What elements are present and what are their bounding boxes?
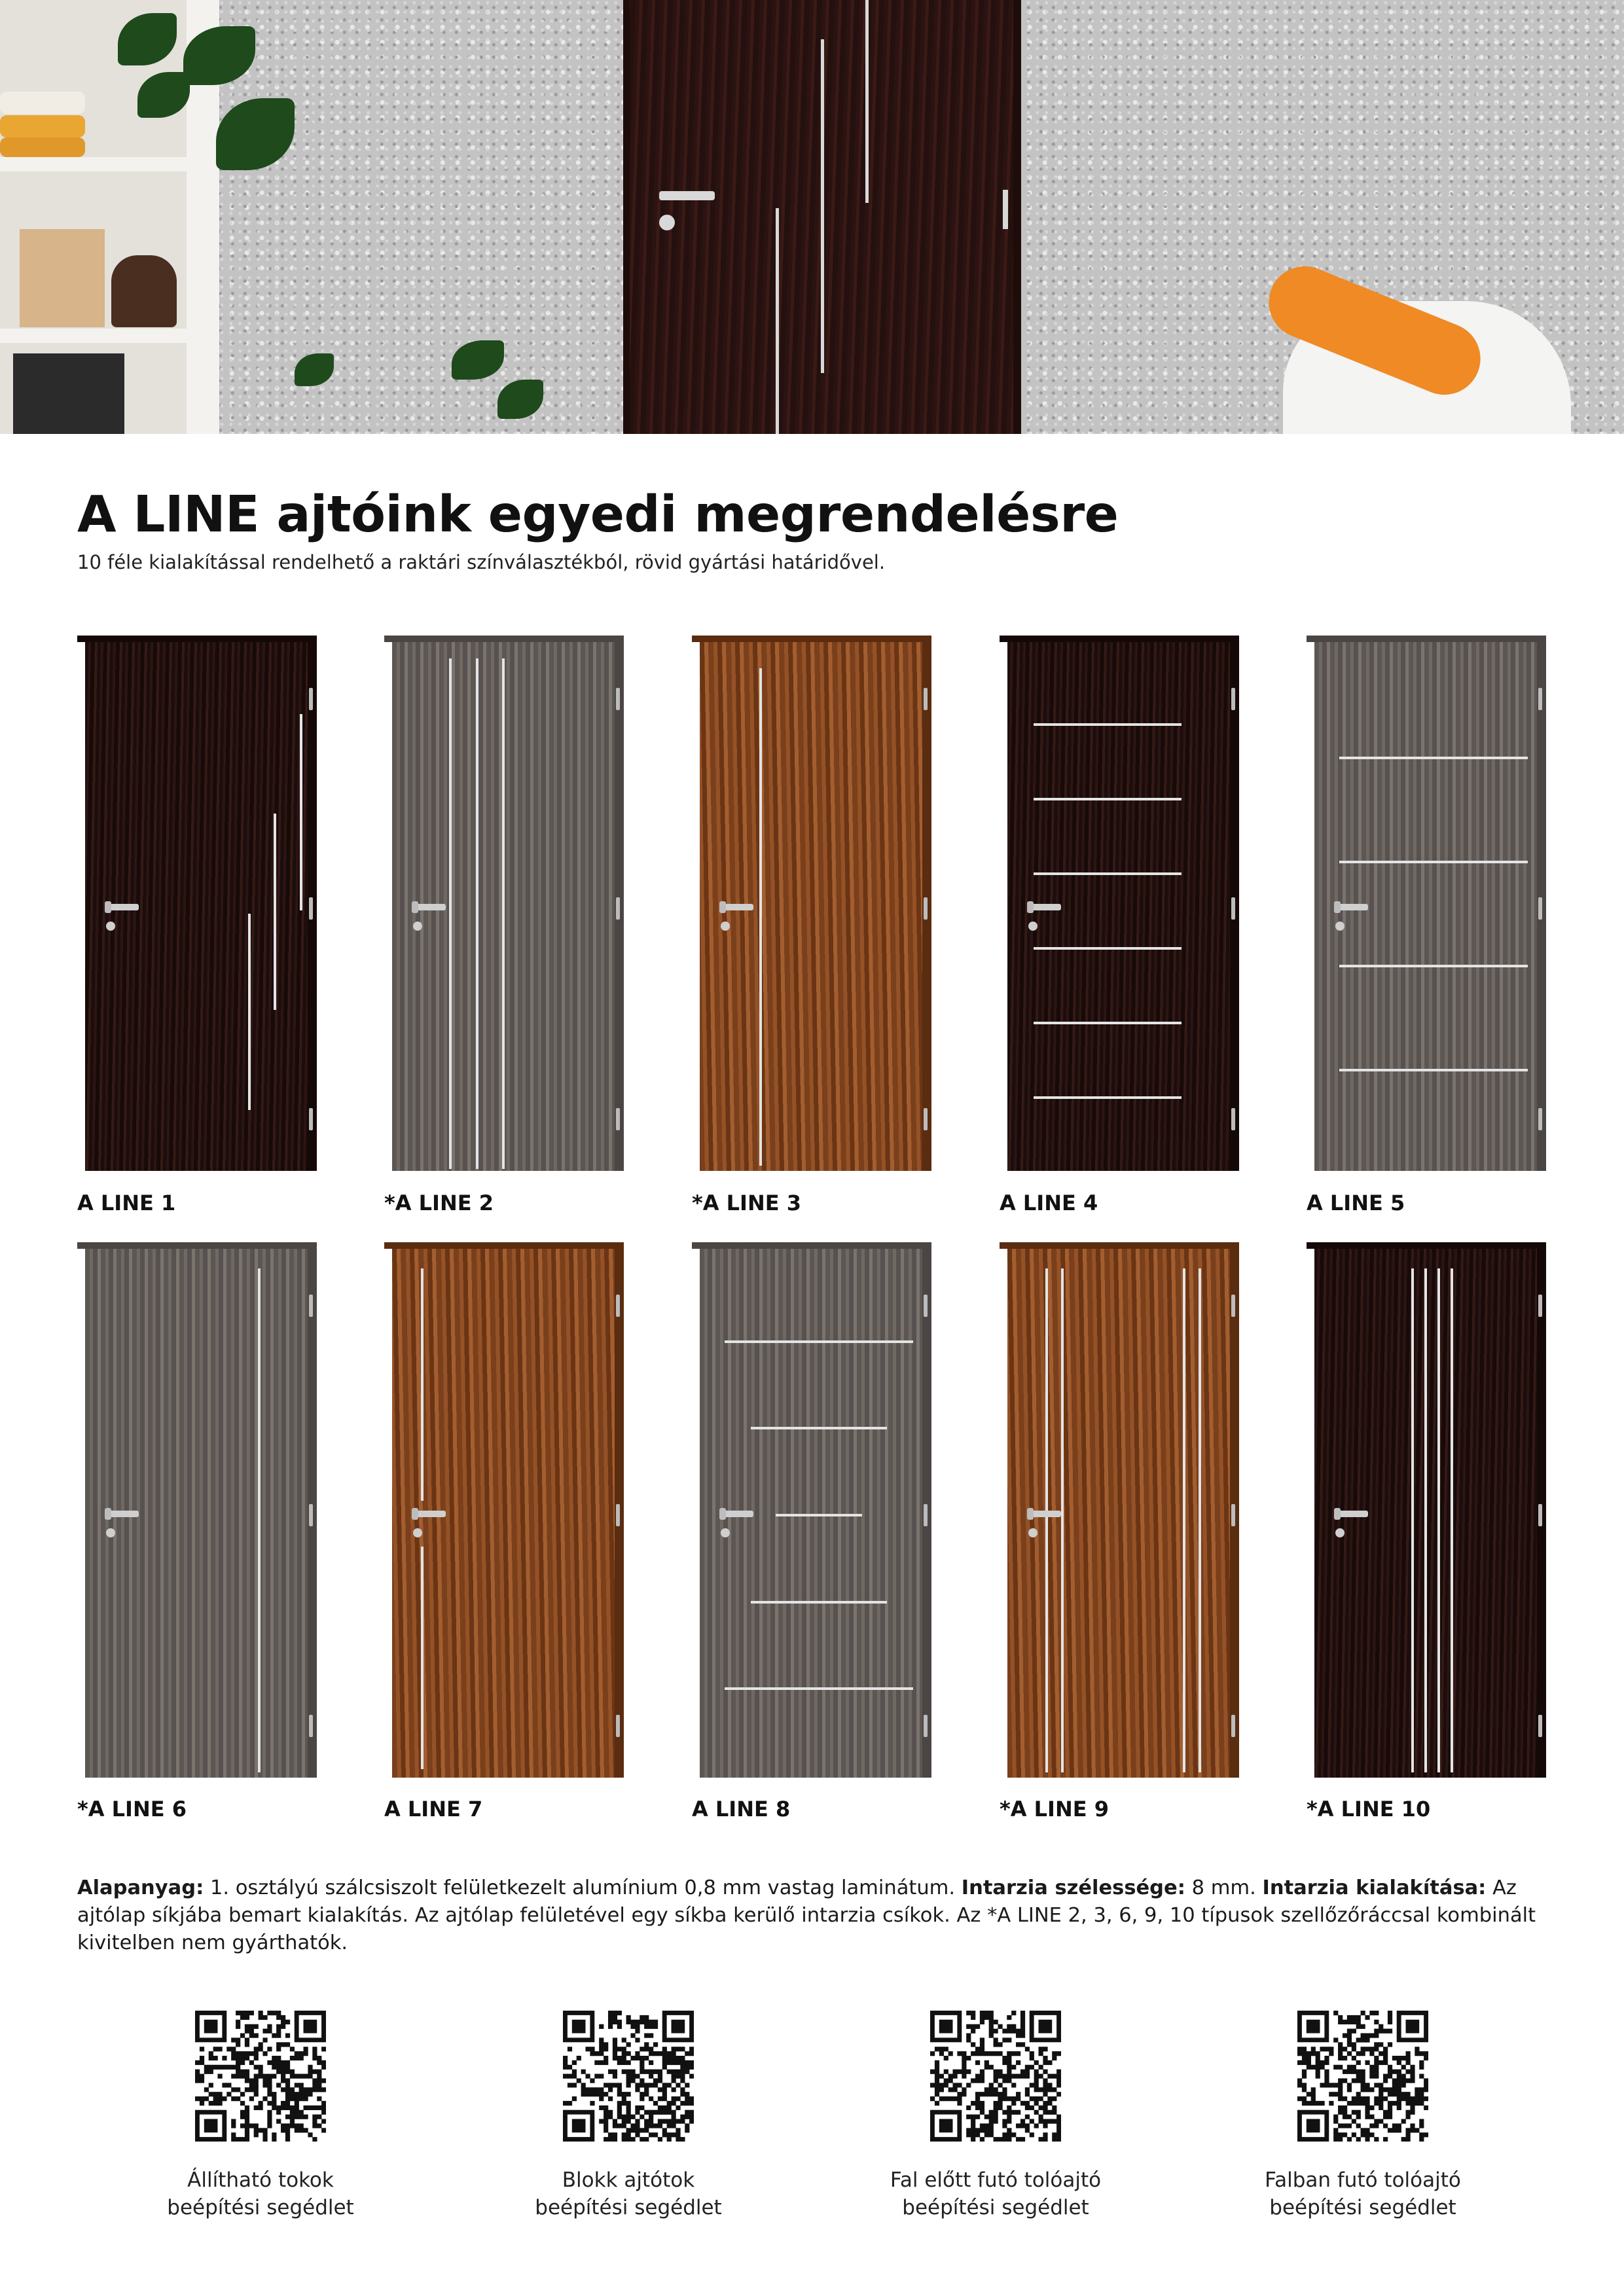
wooden-bowls	[111, 255, 177, 327]
inlay-strip	[248, 914, 251, 1110]
door-a-line-10	[1307, 1242, 1546, 1778]
door-leaf	[85, 1249, 308, 1778]
inlay-strip	[759, 668, 762, 1166]
door-a-line-8	[692, 1242, 931, 1778]
design-label: Intarzia kialakítása:	[1262, 1876, 1487, 1899]
door-a-line-9	[1000, 1242, 1239, 1778]
inlay-strip	[1339, 1069, 1528, 1071]
door-hinge	[924, 897, 928, 920]
page-subtitle: 10 féle kialakítással rendelhető a raktári színválasztékból, rövid gyártási határidővel.	[77, 551, 886, 573]
door-label: A LINE 4	[1000, 1191, 1098, 1215]
door-hinge	[309, 1295, 313, 1317]
door-lock	[721, 1528, 730, 1537]
door-hinge	[309, 688, 313, 710]
door-a-line-1	[77, 636, 317, 1171]
door-hinge	[1003, 190, 1008, 229]
inlay-strip	[1437, 1268, 1440, 1772]
door-hinge	[309, 1108, 313, 1130]
qr-caption-line: beépítési segédlet	[167, 2196, 354, 2219]
door-hinge	[1538, 1715, 1542, 1737]
door-hinge	[1538, 1108, 1542, 1130]
inlay-strip	[1034, 947, 1182, 950]
inlay-strip	[1339, 861, 1528, 863]
door-hinge	[1538, 1295, 1542, 1317]
inlay-strip	[776, 208, 779, 434]
door-hinge	[1231, 1108, 1235, 1130]
plant-leaf	[295, 353, 334, 386]
inlay-strip	[821, 39, 824, 373]
door-label: A LINE 8	[692, 1797, 791, 1821]
inlay-strip	[421, 1547, 424, 1769]
qr-caption-line: Állítható tokok	[187, 2168, 334, 2192]
door-leaf	[700, 642, 922, 1171]
inlay-strip	[300, 714, 302, 910]
door-hinge	[309, 897, 313, 920]
door-label: A LINE 7	[384, 1797, 483, 1821]
door-jamb	[384, 636, 624, 642]
door-leaf	[1314, 642, 1537, 1171]
door-a-line-5	[1307, 636, 1546, 1171]
plant-leaf	[216, 98, 295, 170]
material-label: Alapanyag:	[77, 1876, 204, 1899]
door-leaf	[392, 642, 615, 1171]
door-jamb	[692, 636, 931, 642]
door-a-line-3	[692, 636, 931, 1171]
door-lock	[1028, 1528, 1038, 1537]
door-handle	[1334, 1511, 1368, 1517]
door-hinge	[924, 1108, 928, 1130]
door-jamb	[692, 1242, 931, 1249]
page-title: A LINE ajtóink egyedi megrendelésre	[77, 486, 1119, 544]
door-handle	[719, 1511, 753, 1517]
door-hinge	[1231, 1295, 1235, 1317]
qr-pattern	[563, 2011, 694, 2142]
door-a-line-2	[384, 636, 624, 1171]
qr-caption-line: Fal előtt futó tolóajtó	[890, 2168, 1102, 2192]
door-hinge	[616, 1504, 620, 1526]
door-label: *A LINE 9	[1000, 1797, 1109, 1821]
qr-caption-line: Blokk ajtótok	[562, 2168, 695, 2192]
door-handle	[1027, 1511, 1061, 1517]
door-hinge	[616, 688, 620, 710]
wooden-box	[20, 229, 105, 327]
door-leaf	[1007, 1249, 1230, 1778]
inlay-strip	[1339, 757, 1528, 759]
door-jamb	[1307, 1242, 1546, 1249]
inlay-strip	[751, 1601, 887, 1604]
inlay-strip	[1061, 1268, 1064, 1772]
door-handle	[412, 904, 446, 910]
door-hinge	[616, 1108, 620, 1130]
door-hinge	[924, 1504, 928, 1526]
door-label: *A LINE 6	[77, 1797, 187, 1821]
door-lock	[721, 922, 730, 931]
door-handle	[1027, 904, 1061, 910]
inlay-strip	[1411, 1268, 1414, 1772]
width-label: Intarzia szélessége:	[961, 1876, 1185, 1899]
inlay-strip	[274, 814, 276, 1010]
towel	[0, 92, 85, 114]
inlay-strip	[776, 1514, 862, 1516]
qr-pattern	[1297, 2011, 1428, 2142]
door-jamb	[1307, 636, 1546, 642]
qr-caption-1	[123, 2166, 398, 2221]
qr-code-2[interactable]	[563, 2011, 694, 2142]
door-lock	[1335, 922, 1344, 931]
qr-code-1[interactable]	[195, 2011, 326, 2142]
inlay-strip	[751, 1427, 887, 1429]
qr-caption-4	[1225, 2166, 1500, 2221]
door-lock	[106, 922, 115, 931]
inlay-strip	[1034, 1022, 1182, 1024]
inlay-strip	[1183, 1268, 1185, 1772]
qr-code-4[interactable]	[1297, 2011, 1428, 2142]
door-leaf	[1007, 642, 1230, 1171]
qr-caption-line: beépítési segédlet	[902, 2196, 1089, 2219]
inlay-strip	[1199, 1268, 1201, 1772]
towel	[0, 115, 85, 137]
door-hinge	[924, 688, 928, 710]
door-lock	[413, 1528, 422, 1537]
door-jamb	[77, 1242, 317, 1249]
material-text: 1. osztályú szálcsiszolt felületkezelt alumínium 0,8 mm vastag laminátum.	[204, 1876, 962, 1899]
door-handle	[412, 1511, 446, 1517]
door-hinge	[924, 1295, 928, 1317]
door-hinge	[616, 1295, 620, 1317]
door-hinge	[1231, 688, 1235, 710]
door-a-line-7	[384, 1242, 624, 1778]
door-lock	[106, 1528, 115, 1537]
door-hinge	[616, 897, 620, 920]
door-a-line-4	[1000, 636, 1239, 1171]
inlay-strip	[1034, 798, 1182, 800]
door-leaf	[85, 642, 308, 1171]
qr-caption-line: beépítési segédlet	[535, 2196, 722, 2219]
door-label: A LINE 1	[77, 1191, 176, 1215]
inlay-strip	[865, 0, 869, 203]
storage-box	[13, 353, 124, 434]
inlay-strip	[1339, 965, 1528, 967]
door-hinge	[1231, 1715, 1235, 1737]
door-jamb	[1000, 1242, 1239, 1249]
hero-photo	[0, 0, 1624, 434]
door-leaf	[1314, 1249, 1537, 1778]
door-hinge	[616, 1715, 620, 1737]
inlay-strip	[1451, 1268, 1453, 1772]
door-handle	[105, 1511, 139, 1517]
qr-pattern	[195, 2011, 326, 2142]
inlay-strip	[258, 1268, 261, 1772]
door-lock	[413, 922, 422, 931]
door-leaf	[392, 1249, 615, 1778]
inlay-strip	[1034, 872, 1182, 875]
inlay-strip	[421, 1268, 424, 1501]
door-handle	[1334, 904, 1368, 910]
door-hinge	[1538, 1504, 1542, 1526]
inlay-strip	[1045, 1268, 1048, 1772]
door-label: A LINE 5	[1307, 1191, 1405, 1215]
door-hinge	[924, 1715, 928, 1737]
qr-caption-line: Falban futó tolóajtó	[1265, 2168, 1461, 2192]
inlay-strip	[725, 1340, 913, 1343]
hero-door	[623, 0, 1021, 434]
product-description	[77, 1874, 1549, 1957]
door-lock	[1028, 922, 1038, 931]
qr-code-3[interactable]	[930, 2011, 1061, 2142]
door-label: *A LINE 2	[384, 1191, 494, 1215]
door-hinge	[309, 1715, 313, 1737]
door-handle	[719, 904, 753, 910]
width-text: 8 mm.	[1185, 1876, 1263, 1899]
inlay-strip	[502, 658, 505, 1169]
inlay-strip	[449, 658, 452, 1169]
door-hinge	[1231, 1504, 1235, 1526]
door-lock	[1335, 1528, 1344, 1537]
inlay-strip	[725, 1687, 913, 1690]
door-hinge	[1231, 897, 1235, 920]
door-lock	[659, 215, 675, 230]
door-label: *A LINE 10	[1307, 1797, 1431, 1821]
door-label: *A LINE 3	[692, 1191, 801, 1215]
qr-caption-2	[491, 2166, 766, 2221]
plant-leaf	[452, 340, 504, 380]
door-handle	[105, 904, 139, 910]
door-jamb	[77, 636, 317, 642]
design-text: Az ajtólap síkjába bemart kialakítás. Az ajtólap felületével egy síkba kerülő intarzia csíkok. Az *A LINE 2, 3, 6, 9, 10 típusok szellőzőráccsal kombinált kivitelben nem gyárthatók.	[77, 1876, 1536, 1954]
towel	[0, 137, 85, 157]
qr-pattern	[930, 2011, 1061, 2142]
door-a-line-6	[77, 1242, 317, 1778]
door-jamb	[384, 1242, 624, 1249]
door-hinge	[1538, 897, 1542, 920]
door-hinge	[1538, 688, 1542, 710]
inlay-strip	[1034, 1096, 1182, 1099]
door-jamb	[1000, 636, 1239, 642]
plant-leaf	[497, 380, 543, 419]
door-hinge	[309, 1504, 313, 1526]
inlay-strip	[1424, 1268, 1427, 1772]
inlay-strip	[1034, 723, 1182, 726]
qr-caption-line: beépítési segédlet	[1269, 2196, 1456, 2219]
qr-caption-3	[858, 2166, 1133, 2221]
inlay-strip	[476, 658, 478, 1169]
door-handle	[659, 191, 715, 200]
door-leaf	[700, 1249, 922, 1778]
